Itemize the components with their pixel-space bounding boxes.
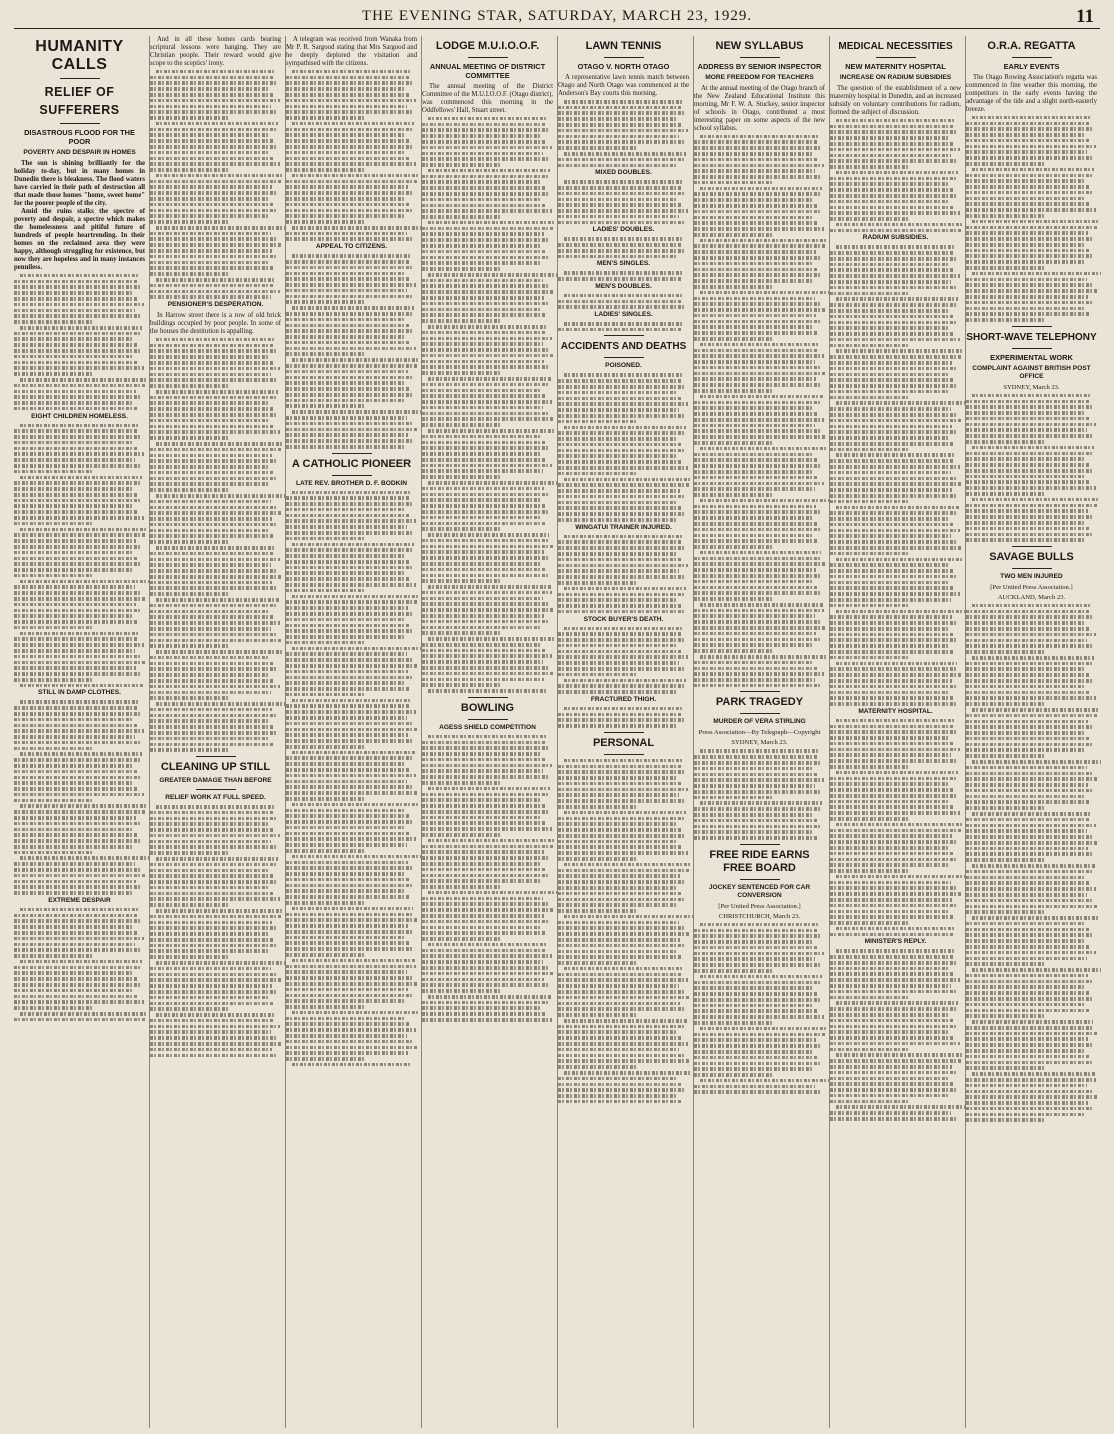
dateline: SYDNEY, March 23. [1003,383,1060,391]
article-body [694,135,825,688]
article-body [830,949,961,1120]
subhead-agess-shield: AGESS SHIELD COMPETITION [439,723,536,731]
paragraph: And in all these homes cards bearing scriptural lessons were hanging. They are Christian people. Their reward would give scope to the sceptics' irony. [150,36,281,67]
masthead-title: THE EVENING STAR, SATURDAY, MARCH 23, 1929. [361,8,753,24]
subhead-experimental: EXPERIMENTAL WORK [990,352,1073,362]
paragraph: The Otago Rowing Association's regatta was commenced in fine weather this morning, the competitors in the early events having the advantage of the tide and a slight north-easterly breeze. [966,74,1097,113]
paragraph: A telegram was received from Wanaka from Mr P. R. Sargood stating that Mrs Sargood and he deeply deplored the visitation and sympathised with the citizens. [286,36,417,67]
subhead-greater-damage: GREATER DAMAGE THAN BEFORE [159,776,272,784]
subhead-flood: DISASTROUS FLOOD FOR THE POOR [24,128,135,146]
subhead-poisoned: POISONED. [605,362,642,370]
subhead-fractured-thigh: FRACTURED THIGH. [590,695,657,703]
subhead-poverty: POVERTY AND DESPAIR IN HOMES [23,149,136,156]
subhead-pensioner: PENSIONER'S DESPERATION. [167,300,264,308]
subhead-stock-buyer: STOCK BUYER'S DEATH. [583,615,664,623]
subhead-radium-subsidies: RADIUM SUBSIDIES. [862,234,929,242]
subhead-early-events: EARLY EVENTS [1003,62,1060,71]
column-6 [694,36,830,1428]
article-body [422,735,553,1022]
subhead-relief-work: RELIEF WORK AT FULL SPEED. [165,793,266,801]
article-body [286,70,417,241]
credit-line: Press Association—By Telegraph—Copyright [698,729,821,737]
headline-humanity-calls: HUMANITY CALLS [35,38,124,73]
article-body [286,254,417,448]
headline-lodge: LODGE M.U.I.O.O.F. [435,40,540,52]
headline-new-syllabus: NEW SYLLABUS [715,40,804,52]
column-2 [150,36,286,1428]
article-body [966,604,1097,1122]
column-3 [286,36,422,1428]
subhead-bodkin: LATE REV. BROTHER D. F. BODKIN [295,479,407,487]
dateline: SYDNEY, March 23. [731,739,788,747]
subhead-maternity-hospital: NEW MATERNITY HOSPITAL [845,62,946,71]
article-body [558,627,689,694]
article-body [150,70,281,299]
masthead [14,6,1100,29]
article-body [966,116,1097,322]
dateline: AUCKLAND, March 23. [997,593,1066,601]
credit-line: [Per United Press Association.] [990,583,1073,591]
paragraph: At the annual meeting of the Otago branch of the New Zealand Educational Institute this morning, Mr F. W. A. Stuckey, senior inspector of schools in Otago, contributed a most interesting paper on some aspects of the new school syllabus. [694,85,825,132]
headline-free-ride: FREE RIDE EARNS FREE BOARD [709,848,810,874]
paragraph: A representative lawn tennis match between Otago and North Otago was commenced at the Anderson's Bay courts this morning. [558,74,689,97]
column-4 [422,36,558,1428]
article-body [558,322,689,331]
credit-line: [Per United Press Association.] [718,902,801,910]
article-body [558,180,689,224]
column-8 [966,36,1101,1428]
subhead-more-freedom: MORE FREEDOM FOR TEACHERS [705,74,814,81]
subhead-ladies-doubles: LADIES' DOUBLES. [592,226,655,234]
headline-catholic-pioneer: A CATHOLIC PIONEER [291,457,412,470]
subhead-ladies-singles: LADIES' SINGLES. [594,311,653,319]
headline-park-tragedy: PARK TRAGEDY [715,696,804,709]
headline-short-wave: SHORT-WAVE TELEPHONY [966,331,1097,343]
lead-paragraph: The sun is shining brilliantly for the holiday to-day, but in many homes in Dunedin there is bleakness. The flood waters have carried in their path of destruction all that made those homes "home, sweet home" for the poorer people of the city. [14,160,145,207]
article-body [286,491,417,1067]
article-body [830,119,961,232]
headline-accidents: ACCIDENTS AND DEATHS [560,341,687,353]
headline-cleaning-up: CLEANING UP STILL [160,760,271,773]
subhead-annual-meeting: ANNUAL MEETING OF DISTRICT COMMITTEE [429,62,546,80]
headline-lawn-tennis: LAWN TENNIS [585,40,662,52]
paragraph: The question of the establishment of a new maternity hospital in Dunedin, and an increased subsidy on voluntary contributions for radium, formed the subject of discussion. [830,85,961,116]
article-body [558,373,689,521]
subhead-complaint: COMPLAINT AGAINST BRITISH POST OFFICE [972,364,1091,380]
subhead-wingatui: WINGATUI TRAINER INJURED. [575,523,672,531]
article-body [558,237,689,258]
article-body [14,700,145,894]
subhead-maternity: MATERNITY HOSPITAL. [858,707,933,715]
article-body [558,100,689,167]
article-body [830,719,961,937]
article-body [150,805,281,1057]
headline-regatta: O.R.A. REGATTA [987,40,1076,52]
subhead-vera-stirling: MURDER OF VERA STIRLING [713,718,806,726]
subhead-damp-clothes: STILL IN DAMP CLOTHES. [38,689,121,697]
column-7 [830,36,966,1428]
headline-savage-bulls: SAVAGE BULLS [989,550,1074,563]
headline-bowling: BOWLING [460,701,515,714]
subhead-ministers-reply: MINISTER'S REPLY. [864,938,927,946]
article-body [694,749,825,839]
column-5 [558,36,694,1428]
subhead-mens-doubles: MEN'S DOUBLES. [595,282,652,290]
paragraph: Amid the ruins stalks the spectre of poverty and despair, a spectre which makes the homelessness and pitiful future of hundreds of people heartrending. In their homes on the reclaimed area they were happy, although struggling for existence, but now they are hopeless and in many instances penniless. [14,208,145,271]
article-body [966,394,1097,542]
article-body [558,535,689,614]
subhead-extreme-despair: EXTREME DESPAIR [48,896,111,904]
subhead-radium: INCREASE ON RADIUM SUBSIDIES [839,74,952,81]
subhead-two-men: TWO MEN INJURED [1000,572,1063,580]
headline-medical: MEDICAL NECESSITIES [838,41,953,52]
subhead-appeal: APPEAL TO CITIZENS. [315,243,388,251]
subhead-eight-children: EIGHT CHILDREN HOMELESS. [31,412,128,420]
subhead-mixed-doubles: MIXED DOUBLES. [595,169,652,177]
paragraph: In Harrow street there is a row of old brick buildings occupied by poor people. In some of the houses the destitution is appalling. [150,311,281,335]
article-body [14,908,145,1021]
headline-personal: PERSONAL [592,736,655,749]
article-body [14,424,145,688]
column-1 [14,36,150,1428]
page-number: 11 [1076,6,1094,27]
subhead-jockey-sentenced: JOCKEY SENTENCED FOR CAR CONVERSION [708,883,811,899]
paragraph: The annual meeting of the District Committee of the M.U.I.O.O.F. (Otago district), was commenced this morning in the Oddfellows' Hall, Stuart street. [422,83,553,114]
article-body [558,707,689,728]
article-body [558,271,689,280]
dateline: CHRISTCHURCH, March 23. [718,912,801,920]
article-body [150,338,281,752]
subhead-otago-north-otago: OTAGO V. NORTH OTAGO [577,62,670,71]
article-body [422,117,553,693]
article-body [558,759,689,1104]
subhead-mens-singles: MEN'S SINGLES. [596,260,651,268]
article-body [558,294,689,309]
article-body [14,274,145,411]
article-body [830,245,961,705]
headline-relief: RELIEF OF SUFFERERS [39,85,120,117]
subhead-senior-inspector: ADDRESS BY SENIOR INSPECTOR [697,62,822,71]
article-body [694,923,825,1094]
